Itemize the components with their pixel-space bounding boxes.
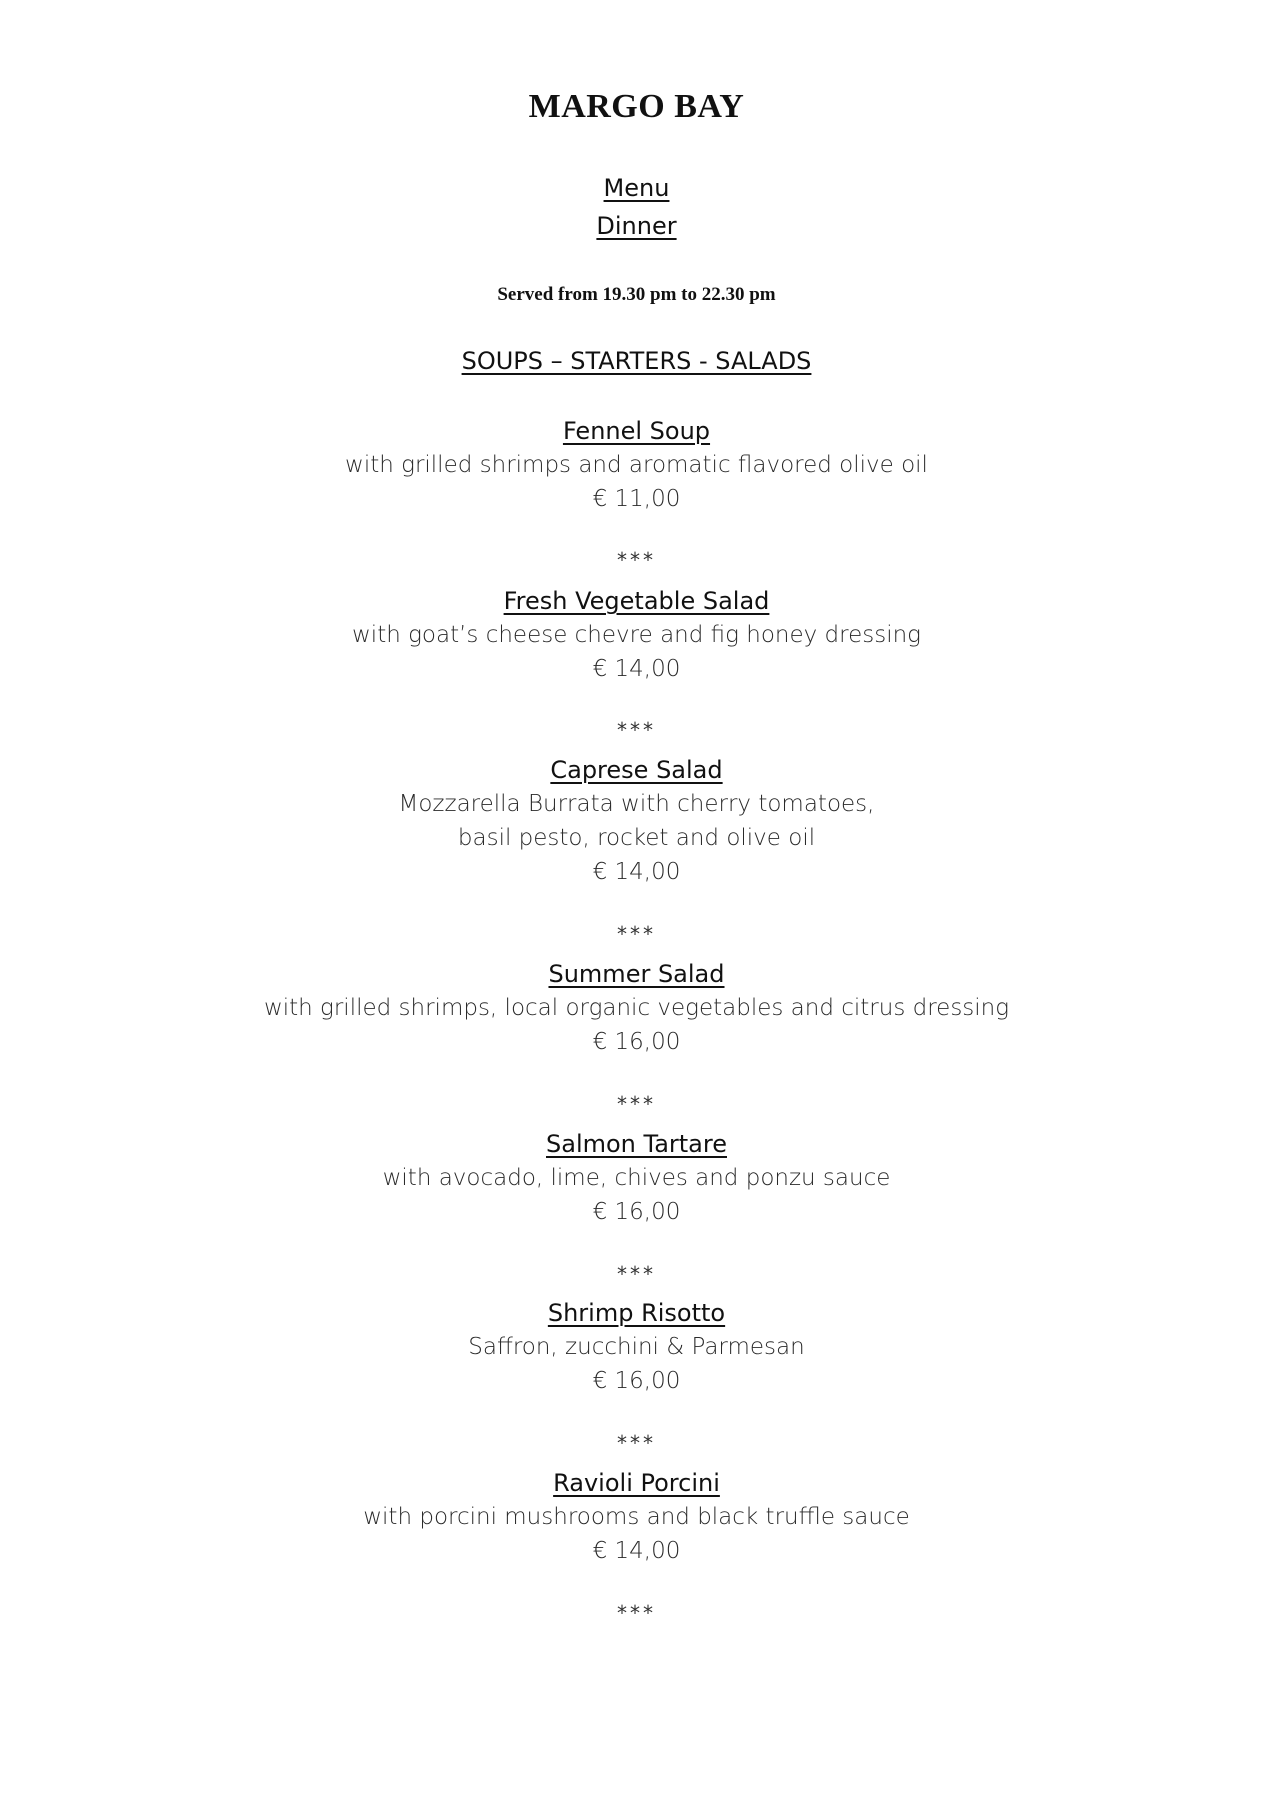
separator: *** xyxy=(617,1262,656,1286)
dish-description: with grilled shrimps, local organic vegetables and citrus dressing xyxy=(263,995,1010,1021)
dish-item xyxy=(0,1466,1273,1568)
dish-price: € 14,00 xyxy=(592,1538,681,1564)
dish-item xyxy=(0,957,1273,1059)
separator: *** xyxy=(617,548,656,572)
dish-description: Mozzarella Burrata with cherry tomatoes, xyxy=(398,791,875,817)
dish-price: € 16,00 xyxy=(592,1368,681,1394)
separator: *** xyxy=(617,922,656,946)
dish-description: Saffron, zucchini & Parmesan xyxy=(468,1334,805,1360)
dish-price: € 14,00 xyxy=(592,656,681,682)
dish-item xyxy=(0,1296,1273,1398)
dish-name: Shrimp Risotto xyxy=(547,1299,726,1327)
dish-item xyxy=(0,584,1273,686)
dish-price: € 16,00 xyxy=(592,1029,681,1055)
menu-heading: Menu xyxy=(603,174,670,202)
dish-name: Salmon Tartare xyxy=(546,1130,727,1158)
dish-name: Summer Salad xyxy=(548,960,725,988)
section-title: SOUPS – STARTERS - SALADS xyxy=(461,347,812,375)
dish-name: Ravioli Porcini xyxy=(553,1469,720,1497)
dish-description: basil pesto, rocket and olive oil xyxy=(457,825,816,851)
dish-item xyxy=(0,414,1273,516)
service-hours: Served from 19.30 pm to 22.30 pm xyxy=(497,284,776,305)
dish-description: with porcini mushrooms and black truffle sauce xyxy=(363,1504,910,1530)
dish-item xyxy=(0,1127,1273,1229)
dish-name: Caprese Salad xyxy=(550,756,723,784)
restaurant-name: MARGO BAY xyxy=(528,88,745,125)
meal-heading: Dinner xyxy=(596,212,677,240)
dish-price: € 16,00 xyxy=(592,1199,681,1225)
separator: *** xyxy=(617,1601,656,1625)
separator: *** xyxy=(617,718,656,742)
dish-description: with grilled shrimps and aromatic flavored olive oil xyxy=(345,452,928,478)
separator: *** xyxy=(617,1431,656,1455)
dish-price: € 14,00 xyxy=(592,859,681,885)
dish-name: Fresh Vegetable Salad xyxy=(503,587,770,615)
dish-description: with goat’s cheese chevre and fig honey dressing xyxy=(352,622,921,648)
dish-name: Fennel Soup xyxy=(562,417,711,445)
dish-price: € 11,00 xyxy=(592,486,681,512)
separator: *** xyxy=(617,1092,656,1116)
dish-item xyxy=(0,753,1273,889)
dish-description: with avocado, lime, chives and ponzu sauce xyxy=(382,1165,891,1191)
